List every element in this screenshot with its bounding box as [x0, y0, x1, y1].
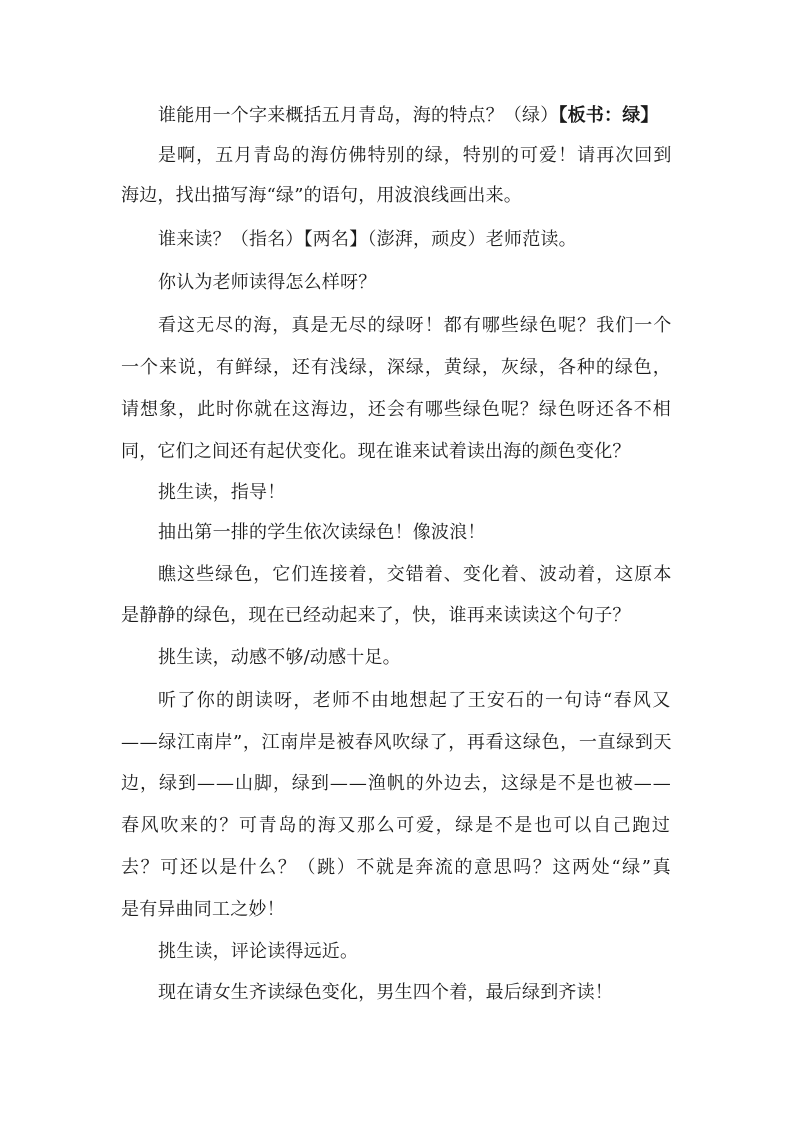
- paragraph-first-line: [158, 646, 401, 670]
- paragraph-line: [121, 814, 672, 838]
- paragraph-first-line: [158, 144, 672, 168]
- text-run: 你认为老师读得怎么样呀？: [158, 272, 377, 293]
- paragraph-first-line: [158, 981, 613, 1005]
- text-run: ——绿江南岸”，江南岸是被春风吹绿了，再看这绿色，一直绿到天: [121, 732, 673, 753]
- text-run: 边，绿到——山脚，绿到——渔帆的外边去，这绿是不是也被——: [121, 773, 672, 794]
- paragraph-line: [121, 731, 672, 755]
- text-run: 瞧这些绿色，它们连接着，交错着、变化着、波动着，这原本: [158, 564, 673, 585]
- paragraph-line: [121, 898, 285, 922]
- text-run: 是啊，五月青岛的海仿佛特别的绿，特别的可爱！请再次回到: [158, 145, 673, 166]
- text-run: 抽出第一排的学生依次读绿色！像波浪！: [158, 522, 486, 543]
- paragraph-first-line: [158, 481, 285, 505]
- paragraph-first-line: [158, 689, 672, 713]
- text-run: 谁来读？（指名）【两名】（澎湃，顽皮）老师范读。: [158, 229, 577, 250]
- paragraph-first-line: [158, 314, 672, 338]
- paragraph-first-line: [158, 563, 672, 587]
- text-run: 挑生读，指导！: [158, 482, 286, 503]
- text-run: 海边，找出描写海“绿”的语句，用波浪线画出来。: [121, 185, 523, 206]
- paragraph-first-line: [158, 104, 659, 128]
- paragraph-line: [121, 856, 672, 880]
- paragraph-line: [121, 440, 631, 464]
- text-run: 听了你的朗读呀，老师不由地想起了王安石的一句诗“春风又: [158, 690, 672, 711]
- paragraph-line: [121, 772, 672, 796]
- text-run: 现在请女生齐读绿色变化，男生四个着，最后绿到齐读！: [158, 982, 613, 1003]
- board-note: 【板书：绿】: [558, 105, 659, 126]
- paragraph-line: [121, 184, 522, 208]
- paragraph-first-line: [158, 940, 358, 964]
- text-run: 看这无尽的海，真是无尽的绿呀！都有哪些绿色呢？我们一个: [158, 315, 673, 336]
- text-run: 同，它们之间还有起伏变化。现在谁来试着读出海的颜色变化？: [121, 441, 631, 462]
- text-run: 去？可还以是什么？（跳）不就是奔流的意思吗？这两处“绿”真: [121, 857, 673, 878]
- paragraph-first-line: [158, 271, 376, 295]
- text-run: 一个来说，有鲜绿，还有浅绿，深绿，黄绿，灰绿，各种的绿色，: [121, 357, 672, 378]
- text-run: 挑生读，评论读得远近。: [158, 941, 359, 962]
- text-run: 挑生读，动感不够/动感十足。: [158, 647, 401, 668]
- paragraph-line: [121, 604, 631, 628]
- paragraph-first-line: [158, 228, 577, 252]
- text-run: 春风吹来的？可青岛的海又那么可爱，绿是不是也可以自己跑过: [121, 815, 672, 836]
- text-run: 是有异曲同工之妙！: [121, 899, 285, 920]
- paragraph-line: [121, 356, 672, 380]
- paragraph-line: [121, 398, 672, 422]
- text-run: 谁能用一个字来概括五月青岛，海的特点？（绿）: [158, 105, 559, 126]
- paragraph-first-line: [158, 521, 486, 545]
- text-run: 请想象，此时你就在这海边，还会有哪些绿色呢？绿色呀还各不相: [121, 399, 672, 420]
- text-run: 是静静的绿色，现在已经动起来了，快，谁再来读读这个句子？: [121, 605, 631, 626]
